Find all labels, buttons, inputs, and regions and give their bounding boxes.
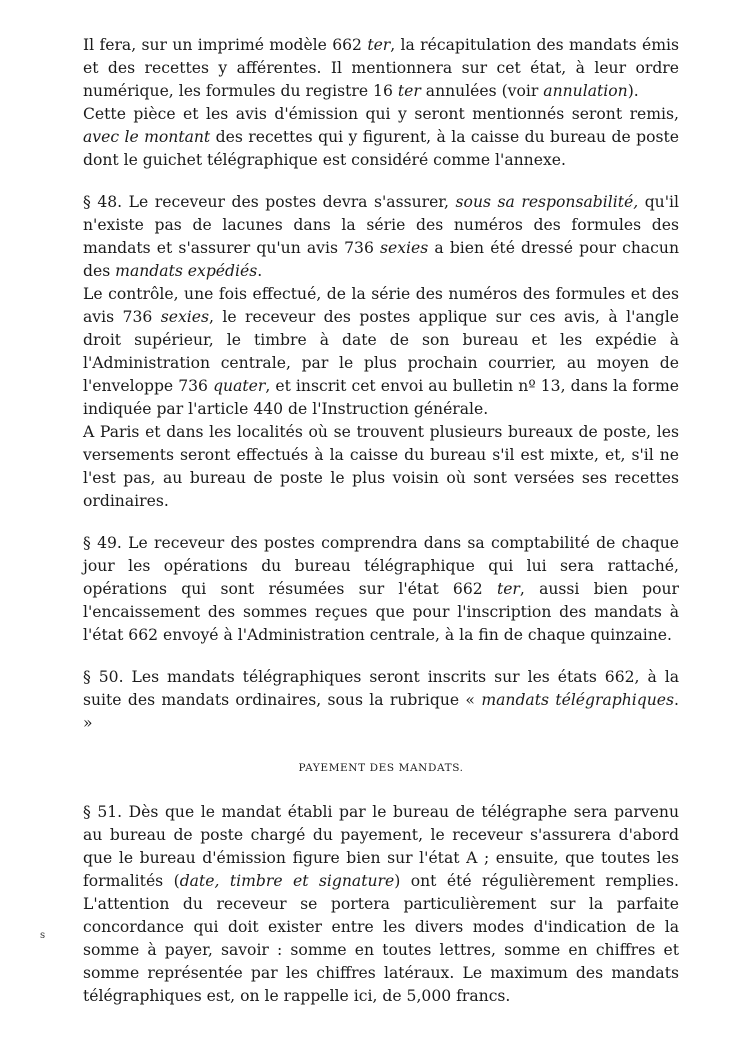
text-run: § 50. Les mandats télégraphiques seront inscrits sur les états 662, à la suite des mandats ordinaires, sous la rubrique « [83,668,679,709]
text-run: des recettes qui y figurent, à la caisse du bureau de poste dont le guichet télégraphique est considéré comme l'annexe. [83,128,679,169]
text-run: , le receveur des postes applique sur ces avis, à l'angle droit supérieur, le timbre à date de son bureau et les expédie à l'Administration centrale, par le plus prochain courrier, au moyen de l'enveloppe 736 [83,308,679,395]
section-48 [83,191,679,283]
text-run: a bien été dressé pour chacun des [83,239,679,280]
text-run: ) ont été régulièrement remplies. L'attention du receveur se portera particulièrement sur la parfaite concordance qui doit exister entre les divers modes d'indication de la somme à payer, savoir : somme en toutes lettres, somme en chiffres et somme représentée par les chiffres latéraux. Le maximum des mandats télégraphiques est, on le rappelle ici, de 5,000 francs. [83,872,679,1005]
text-run: , la récapitulation des mandats émis et des recettes y afférentes. Il mentionnera sur cet état, à leur ordre numérique, les formules du registre 16 [83,36,679,100]
text-run: . [257,262,263,280]
italic-run: avec le montant [83,128,211,146]
italic-run: ter [397,82,421,100]
section-50 [83,666,679,735]
margin-mark: s [40,930,46,941]
italic-run: mandats expédiés [115,262,258,280]
italic-run: date, timbre et signature [179,872,395,890]
italic-run: sexies [380,239,429,257]
text-run: qu'il n'existe pas de lacunes dans la série des numéros des formules des mandats et s'assurer qu'un avis 736 [83,193,679,257]
section-49 [83,532,679,647]
text-run: . » [83,691,680,732]
text-run: annulées (voir [420,82,544,100]
text-run: Le contrôle, une fois effectué, de la série des numéros des formules et des avis 736 [83,285,679,326]
text-run: , aussi bien pour l'encaissement des sommes reçues que pour l'inscription des mandats à l'état 662 envoyé à l'Administration centrale, à la fin de chaque quinzaine. [83,580,679,644]
italic-run: annulation [543,82,628,100]
text-run: Il fera, sur un imprimé modèle 662 [83,36,368,54]
text-run: Cette pièce et les avis d'émission qui y seront mentionnés seront remis, [83,105,679,123]
text-run: , et inscrit cet envoi au bulletin nº 13, dans la forme indiquée par l'article 440 de l'Instruction générale. [83,377,679,418]
text-run: § 49. Le receveur des postes comprendra dans sa comptabilité de chaque jour les opérations du bureau télégraphique qui lui sera rattaché, opérations qui sont résumées sur l'état 662 [83,534,679,598]
italic-run: sexies [160,308,209,326]
paragraph-remise [83,103,679,172]
document-page [83,34,679,1008]
italic-run: ter [367,36,391,54]
italic-run: sous sa responsabilité, [455,193,639,211]
section-heading: PAYEMENT DES MANDATS. [298,762,464,774]
italic-run: quater [213,377,266,395]
section-51 [83,801,679,1008]
paragraph-controle [83,283,679,421]
paragraph-recapitulation [83,34,679,103]
text-run: § 51. Dès que le mandat établi par le bureau de télégraphe sera parvenu au bureau de poste chargé du payement, le receveur s'assurera d'abord que le bureau d'émission figure bien sur l'état A ; ensuite, que toutes les formalités ( [83,803,679,890]
italic-run: mandats télégraphiques [481,691,675,709]
text-run: § 48. Le receveur des postes devra s'assurer, [83,193,456,211]
italic-run: ter [496,580,520,598]
paragraph-paris: A Paris et dans les localités où se trouvent plusieurs bureaux de poste, les versements seront effectués à la caisse du bureau s'il est mixte, et, s'il ne l'est pas, au bureau de poste le plus voisin où sont versées ses recettes ordinaires. [83,423,679,510]
text-run: ). [627,82,639,100]
